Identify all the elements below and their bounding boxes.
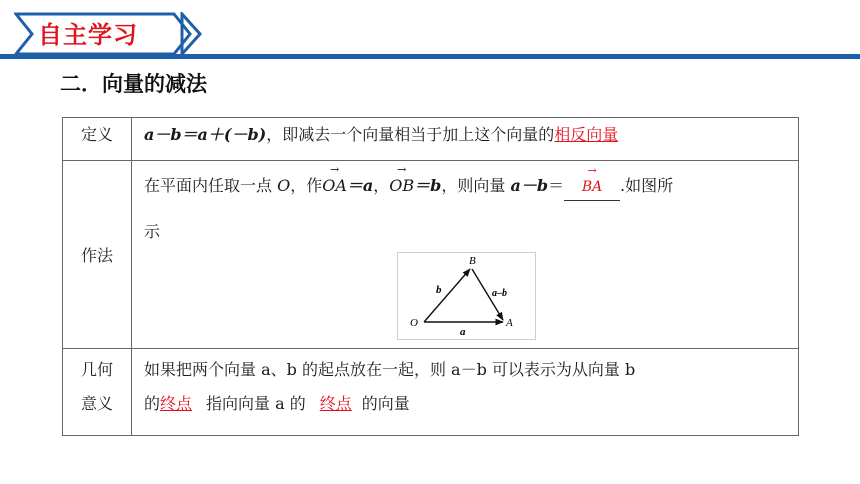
definition-content (132, 118, 799, 161)
label-o: O (410, 317, 418, 329)
row-label-construction: 作法 (63, 161, 132, 349)
row-label-meaning-1: 几何 (80, 360, 113, 379)
vector-oa-label: OA (322, 176, 347, 195)
badge-title: 自主学习 (38, 21, 138, 49)
construction-line-1 (144, 161, 790, 201)
vector-diagram (397, 252, 536, 340)
construction-text-3: ，则向量 (441, 176, 511, 195)
meaning-text-2: 指向向量 a 的 (206, 394, 306, 413)
label-a-side: a (460, 326, 466, 338)
answer-blank (564, 164, 620, 201)
row-label-meaning-2: 意义 (80, 394, 113, 413)
construction-text-2: ，作 (290, 176, 323, 195)
answer-vector-ba (581, 164, 603, 200)
a-minus-b: a－b (510, 176, 549, 195)
vector-arrow-icon: → (587, 164, 597, 177)
point-o-label: O (277, 176, 291, 195)
banner-divider (0, 54, 860, 59)
comma: ， (373, 176, 390, 195)
meaning-answer-2: 终点 (319, 394, 352, 413)
vector-arrow-icon: → (329, 163, 340, 176)
eq-a: ＝a (346, 176, 374, 195)
meaning-text-1: 的 (144, 394, 161, 413)
table-row-definition (63, 118, 799, 161)
construction-line-2: 示 (144, 222, 161, 241)
row-label-meaning (63, 349, 132, 436)
definition-formula: a－b＝a＋(－b) (144, 125, 267, 144)
section-title: 二．向量的减法 (60, 72, 207, 96)
equals-sign: ＝ (548, 176, 565, 195)
vector-arrow-icon: → (397, 163, 407, 176)
construction-text-1: 在平面内任取一点 (144, 176, 278, 195)
meaning-text-3: 的向量 (361, 394, 410, 413)
header-banner (0, 0, 860, 62)
label-diff: a–b (492, 288, 507, 299)
vector-b-line (424, 269, 470, 322)
meaning-answer-1: 终点 (160, 394, 193, 413)
vector-ob-label: OB (389, 176, 415, 195)
definition-answer: 相反向量 (554, 125, 619, 144)
construction-text-4: .如图所 (620, 176, 674, 195)
label-b-vertex: B (469, 255, 476, 267)
answer-vector-label: BA (581, 179, 603, 195)
eq-b: ＝b (414, 176, 442, 195)
vector-oa (322, 163, 347, 199)
row-label-definition: 定义 (63, 118, 132, 161)
meaning-line-2 (144, 387, 790, 421)
label-b-side: b (436, 284, 442, 296)
triangle-diagram (398, 253, 535, 339)
vector-ob (389, 163, 415, 199)
table-row-meaning (63, 349, 799, 436)
meaning-content (132, 349, 799, 436)
label-a-vertex: A (506, 317, 513, 329)
meaning-line-1: 如果把两个向量 a、b 的起点放在一起，则 a－b 可以表示为从向量 b (144, 360, 636, 379)
definition-text: ，即减去一个向量相当于加上这个向量的 (266, 125, 555, 144)
